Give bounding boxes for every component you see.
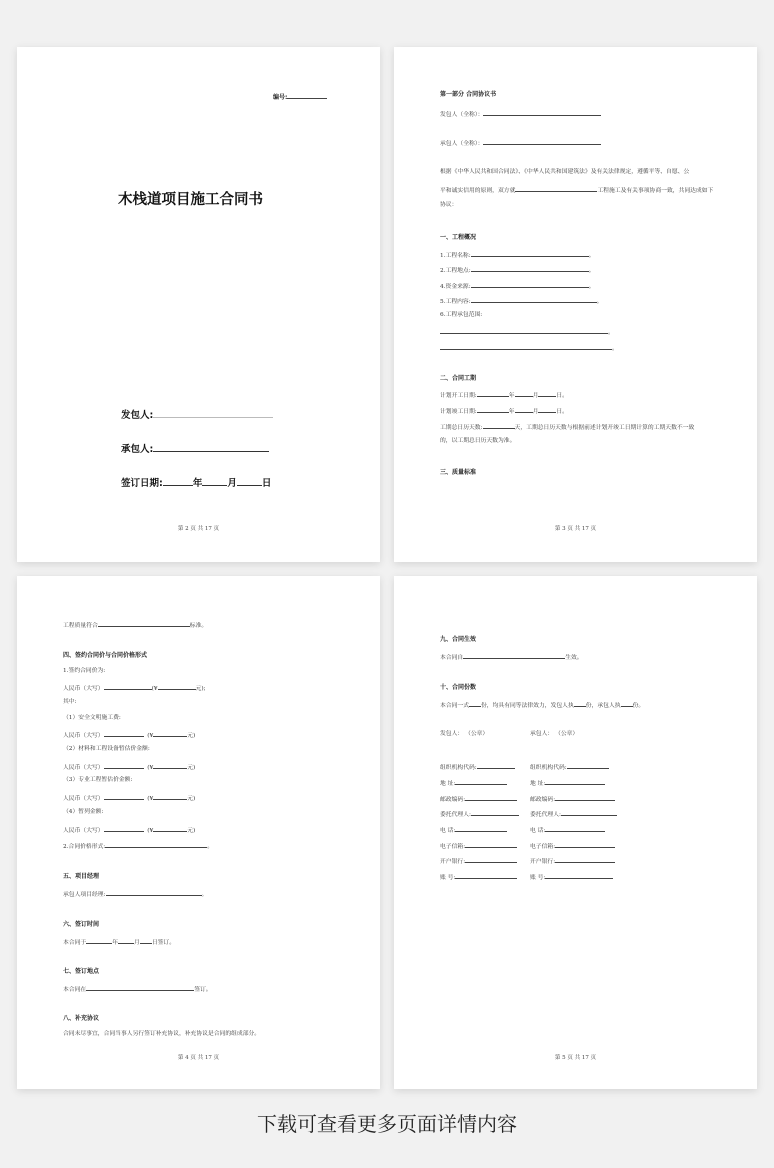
field-row: （1）安全文明施工费:	[63, 715, 121, 721]
blank-line	[153, 826, 187, 832]
field-row: 。	[440, 344, 618, 353]
field-label: (¥	[147, 828, 154, 834]
blank-line	[471, 266, 589, 272]
employer-line	[121, 407, 273, 421]
section-heading: 一、工程概况	[440, 234, 477, 241]
blank-line	[555, 857, 615, 863]
blank-line	[538, 391, 556, 397]
employer-seal: 发包人： （公章）	[440, 731, 489, 737]
paragraph-text: 平和诚实信用的原则，双方就	[440, 188, 516, 194]
field-label: 元)	[187, 765, 196, 771]
field-label: 1.工程名称:	[440, 253, 471, 259]
field-label: 账 号:	[440, 875, 456, 881]
field-label: 工程质量符合	[63, 623, 98, 629]
field-label: 5.工程内容:	[440, 299, 471, 305]
employer-info-row	[440, 779, 507, 788]
blank-line	[465, 857, 517, 863]
employer-label: 发包人（全称）：	[440, 112, 484, 118]
blank-line	[104, 731, 144, 737]
blank-line	[477, 391, 509, 397]
blank-line	[153, 763, 187, 769]
field-label: 元)	[187, 828, 196, 834]
paragraph-line: 的，以工期总日历天数为准。	[440, 438, 516, 444]
field-label: 地 址:	[440, 781, 456, 787]
paragraph-line: 协议：	[440, 202, 458, 208]
field-row: 。	[440, 328, 614, 337]
field-label: 元)	[187, 796, 196, 802]
blank-line	[471, 282, 589, 288]
field-label: 份。	[632, 703, 645, 709]
field-row	[440, 653, 583, 662]
field-label: 委托代理人:	[440, 812, 471, 818]
blank-line	[545, 826, 605, 832]
blank-line	[545, 779, 605, 785]
field-label: 电子信箱:	[530, 844, 556, 850]
blank-line	[104, 794, 144, 800]
employer-info-row	[440, 810, 519, 819]
page-footer: 第 4 页 共 17 页	[177, 1055, 220, 1061]
contract-number	[273, 92, 327, 101]
field-label: 电 话:	[530, 828, 546, 834]
blank-line	[455, 826, 507, 832]
contractor-info-row	[530, 857, 615, 866]
blank-line	[483, 423, 515, 429]
field-label: 标准。	[189, 623, 208, 629]
blank-line	[163, 476, 193, 486]
field-label: 人民币（大写）	[63, 686, 104, 692]
blank-line	[515, 391, 533, 397]
employer-info-row	[440, 857, 517, 866]
field-label: 电子信箱:	[440, 844, 466, 850]
blank-line	[545, 873, 613, 879]
blank-line	[471, 251, 589, 257]
blank-line	[140, 938, 152, 944]
field-row	[440, 423, 694, 432]
field-label: 份，承包人执	[585, 703, 621, 709]
blank-line	[98, 621, 190, 627]
document-page-price	[17, 576, 380, 1089]
field-row: 1.工程名称: 。	[440, 253, 595, 259]
paragraph-line: 根据《中华人民共和国合同法》、《中华人民共和国建筑法》及有关法律规定，遵循平等、自愿、公	[440, 169, 690, 175]
field-label: 生效。	[565, 655, 583, 661]
year-label: 年	[192, 478, 203, 489]
contractor-field	[440, 139, 601, 148]
field-row: （2）材料和工程设备暂估价金额:	[63, 746, 150, 752]
blank-line	[469, 701, 481, 707]
section-heading: 二、合同工期	[440, 375, 477, 382]
blank-line	[118, 938, 134, 944]
page-footer: 第 2 页 共 17 页	[177, 526, 220, 532]
field-row: 5.工程内容: 。	[440, 299, 603, 305]
document-page-cover	[17, 47, 380, 562]
sign-date-line	[121, 475, 271, 489]
employer-info-row	[440, 763, 515, 772]
field-row	[63, 938, 175, 947]
field-row: 4.资金来源: 。	[440, 284, 595, 290]
contractor-info-row	[530, 810, 617, 819]
field-label: 本合同一式	[440, 703, 469, 709]
section-heading: 四、签约合同价与合同价格形式	[63, 652, 148, 659]
month-label: 月	[134, 940, 140, 946]
field-row	[63, 826, 195, 835]
employer-label: 发包人:	[121, 410, 154, 421]
section-heading: 八、补充协议	[63, 1015, 100, 1022]
field-label: 4.资金来源:	[440, 284, 471, 290]
field-row: 其中:	[63, 699, 77, 705]
paragraph-text: 天，工期总日历天数与根据前述计划开竣工日期计算的工期天数不一致	[514, 425, 695, 431]
field-label: 本合同于	[63, 940, 87, 946]
field-row: 承包人项目经理: 。	[63, 892, 208, 898]
month-label: 月	[532, 409, 539, 415]
year-label: 年	[508, 409, 515, 415]
employer-info-row	[440, 873, 517, 882]
blank-line	[153, 731, 187, 737]
section-heading: 六、签订时间	[63, 921, 100, 928]
blank-line	[106, 890, 202, 896]
blank-line	[555, 795, 615, 801]
field-label: 开户银行:	[530, 859, 556, 865]
field-label: 元)	[187, 733, 196, 739]
blank-line	[440, 344, 612, 350]
document-page-agreement	[394, 47, 757, 562]
field-label: (¥	[147, 796, 154, 802]
blank-line	[483, 139, 601, 145]
field-label: 账 号:	[530, 875, 546, 881]
paragraph-line	[440, 186, 713, 195]
blank-line	[86, 938, 112, 944]
download-caption: 下载可查看更多页面详情内容	[257, 1112, 517, 1136]
field-label: 地 址:	[530, 781, 546, 787]
employer-info-row	[440, 842, 517, 851]
blank-line	[574, 701, 586, 707]
blank-line	[477, 407, 509, 413]
blank-line	[463, 653, 565, 659]
field-row	[63, 985, 212, 994]
contractor-label: 承包人（全称）：	[440, 141, 484, 147]
day-label: 日。	[556, 409, 568, 415]
field-label: 人民币（大写）	[63, 828, 104, 834]
blank-line	[465, 842, 517, 848]
field-row	[440, 407, 568, 416]
field-label: 工期总日历天数:	[440, 425, 483, 431]
field-label: 邮政编码:	[530, 797, 556, 803]
blank-line	[471, 297, 597, 303]
day-label: 日	[261, 478, 272, 489]
field-row: 2.工程地点: 。	[440, 268, 595, 274]
blank-line	[621, 701, 633, 707]
year-label: 年	[508, 393, 515, 399]
field-row: （3）专业工程暂估价金额:	[63, 777, 133, 783]
field-row	[440, 313, 482, 319]
blank-line	[465, 795, 517, 801]
blank-line	[104, 826, 144, 832]
year-label: 年	[112, 940, 119, 946]
section-heading: 九、合同生效	[440, 636, 477, 643]
contractor-info-row	[530, 763, 609, 772]
field-label: 6.工程承包范围:	[440, 312, 483, 318]
field-label: 人民币（大写）	[63, 733, 104, 739]
blank-line	[555, 842, 615, 848]
field-row	[440, 701, 644, 710]
employer-info-row	[440, 795, 517, 804]
blank-line	[455, 779, 507, 785]
blank-line	[538, 407, 556, 413]
field-row	[63, 684, 206, 693]
field-label: 计划竣工日期:	[440, 409, 477, 415]
section-heading: 三、质量标准	[440, 469, 477, 476]
paragraph-line: 合同未尽事宜，合同当事人另行签订补充协议，补充协议是合同的组成部分。	[63, 1031, 261, 1037]
contractor-info-row	[530, 826, 605, 835]
field-label: 本合同自	[440, 655, 464, 661]
contractor-seal: 承包人： （公章）	[530, 731, 579, 737]
blank-line	[153, 408, 273, 418]
section-heading: 七、签订地点	[63, 968, 100, 975]
blank-line	[153, 794, 187, 800]
document-title: 木栈道项目施工合同书	[118, 192, 263, 208]
contract-number-label: 编号:	[273, 94, 288, 101]
blank-line	[483, 110, 601, 116]
blank-line	[567, 763, 609, 769]
section-title: 第一部分 合同协议书	[440, 91, 497, 98]
contractor-info-row	[530, 779, 605, 788]
contractor-label: 承包人:	[121, 444, 154, 455]
day-label: 日。	[556, 393, 568, 399]
document-page-signatures	[394, 576, 757, 1089]
blank-line	[104, 763, 144, 769]
field-label: 元);	[195, 686, 206, 692]
field-label: 开户银行:	[440, 859, 466, 865]
contractor-line	[121, 441, 269, 455]
field-row	[440, 391, 568, 400]
field-label: 人民币（大写）	[63, 765, 104, 771]
blank-line	[455, 873, 517, 879]
field-label: 承包人项目经理:	[63, 892, 106, 898]
field-label: 份，均具有同等法律效力，发包人执	[481, 703, 574, 709]
field-label: 2.合同价格形式:	[63, 844, 106, 850]
field-row	[63, 621, 207, 630]
blank-line	[153, 442, 269, 452]
field-row	[63, 794, 195, 803]
blank-line	[471, 810, 519, 816]
paragraph-text: 工程施工及有关事项协商一致，共同达成如下	[597, 188, 714, 194]
sign-date-label: 签订日期:	[121, 478, 163, 489]
page-footer: 第 5 页 共 17 页	[554, 1055, 597, 1061]
blank-line	[440, 328, 608, 334]
field-row	[63, 763, 195, 772]
blank-line	[158, 684, 196, 690]
month-label: 月	[227, 478, 237, 489]
field-row: 1.签约合同价为:	[63, 668, 106, 674]
page-footer: 第 3 页 共 17 页	[554, 526, 597, 532]
field-label: 邮政编码:	[440, 797, 466, 803]
month-label: 月	[532, 393, 539, 399]
employer-info-row	[440, 826, 507, 835]
field-label: 计划开工日期:	[440, 393, 477, 399]
field-label: 签订。	[194, 987, 212, 993]
field-label: 2.工程地点:	[440, 268, 471, 274]
blank-line	[105, 842, 207, 848]
blank-line	[202, 476, 227, 486]
field-label: 组织机构代码:	[530, 765, 567, 771]
field-label: 委托代理人:	[530, 812, 561, 818]
field-label: 电 话:	[440, 828, 456, 834]
section-heading: 十、合同份数	[440, 684, 477, 691]
blank-line	[287, 93, 327, 99]
field-row: 2.合同价格形式: 。	[63, 844, 214, 850]
blank-line	[104, 684, 152, 690]
blank-line	[237, 476, 262, 486]
day-label: 日签订。	[151, 940, 176, 946]
blank-line	[515, 407, 533, 413]
blank-line	[515, 186, 597, 192]
blank-line	[561, 810, 617, 816]
field-label: 本合同在	[63, 987, 87, 993]
field-label: (¥	[151, 686, 158, 692]
employer-field	[440, 110, 601, 119]
field-label: (¥	[147, 765, 154, 771]
contractor-info-row	[530, 873, 613, 882]
field-label: 组织机构代码:	[440, 765, 477, 771]
contractor-info-row	[530, 795, 615, 804]
blank-line	[86, 985, 194, 991]
field-label: 人民币（大写）	[63, 796, 104, 802]
field-row	[63, 731, 195, 740]
contractor-info-row	[530, 842, 615, 851]
blank-line	[477, 763, 515, 769]
field-label: (¥	[147, 733, 154, 739]
field-row: （4）暂列金额:	[63, 809, 104, 815]
section-heading: 五、项目经理	[63, 873, 100, 880]
